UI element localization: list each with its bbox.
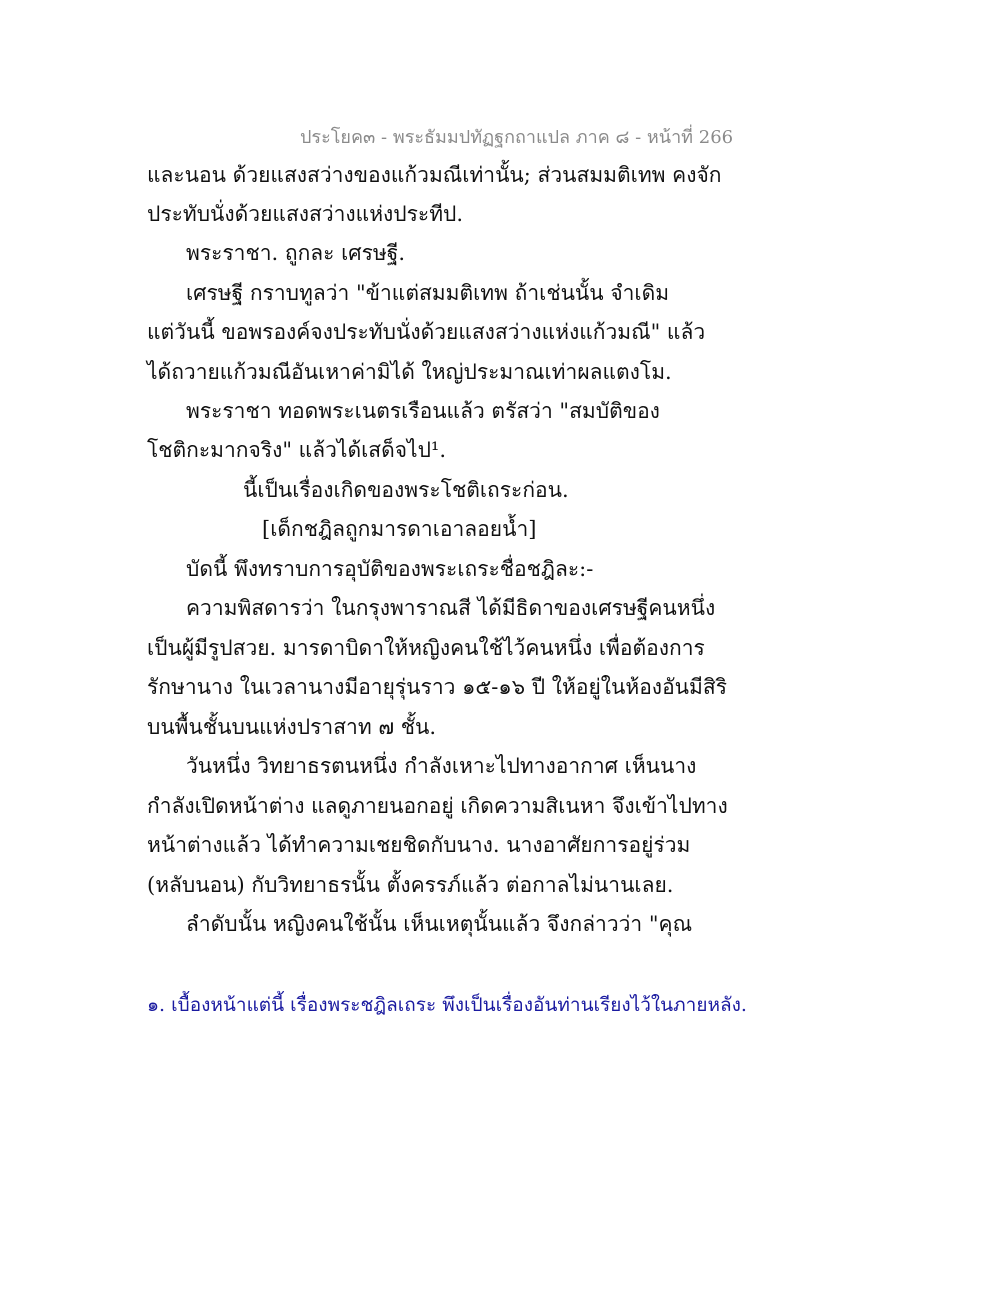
text-line-20: ลำดับนั้น หญิงคนใช้นั้น เห็นเหตุนั้นแล้ว จึงกล่าวว่า "คุณ bbox=[186, 912, 693, 936]
text-line-12: ความพิสดารว่า ในกรุงพาราณสี ได้มีธิดาของเศรษฐีคนหนึ่ง bbox=[186, 596, 716, 620]
footnote: ๑. เบื้องหน้าแต่นี้ เรื่องพระชฎิลเถระ พึงเป็นเรื่องอันท่านเรียงไว้ในภายหลัง. bbox=[147, 994, 747, 1016]
text-line-14: รักษานาง ในเวลานางมีอายุรุ่นราว ๑๕-๑๖ ปี ให้อยู่ในห้องอันมีสิริ bbox=[147, 675, 727, 699]
text-line-5: แต่วันนี้ ขอพรองค์จงประทับนั่งด้วยแสงสว่างแห่งแก้วมณี" แล้ว bbox=[147, 320, 706, 344]
text-line-18: หน้าต่างแล้ว ได้ทำความเชยชิดกับนาง. นางอาศัยการอยู่ร่วม bbox=[147, 833, 691, 857]
text-line-8: โชติกะมากจริง" แล้วได้เสด็จไป¹. bbox=[147, 438, 447, 462]
text-line-19: (หลับนอน) กับวิทยาธรนั้น ตั้งครรภ์แล้ว ต่อกาลไม่นานเลย. bbox=[147, 873, 674, 897]
text-line-16: วันหนึ่ง วิทยาธรตนหนึ่ง กำลังเหาะไปทางอากาศ เห็นนาง bbox=[186, 754, 697, 778]
section-heading: [เด็กชฎิลถูกมารดาเอาลอยน้ำ] bbox=[262, 517, 537, 541]
text-line-11: บัดนี้ พึงทราบการอุบัติของพระเถระชื่อชฎิละ:- bbox=[186, 557, 594, 581]
page-header: ประโยค๓ - พระธัมมปทัฏฐกถาแปล ภาค ๘ - หน้าที่ 266 bbox=[300, 127, 734, 148]
text-line-17: กำลังเปิดหน้าต่าง แลดูภายนอกอยู่ เกิดความสิเนหา จึงเข้าไปทาง bbox=[147, 794, 728, 818]
text-line-3: พระราชา. ถูกละ เศรษฐี. bbox=[186, 241, 406, 265]
text-line-1: และนอน ด้วยแสงสว่างของแก้วมณีเท่านั้น; ส่วนสมมติเทพ คงจัก bbox=[147, 163, 722, 187]
text-line-13: เป็นผู้มีรูปสวย. มารดาบิดาให้หญิงคนใช้ไว้คนหนึ่ง เพื่อต้องการ bbox=[147, 636, 705, 660]
text-line-6: ได้ถวายแก้วมณีอันเหาค่ามิได้ ใหญ่ประมาณเท่าผลแตงโม. bbox=[147, 360, 672, 384]
text-line-7: พระราชา ทอดพระเนตรเรือนแล้ว ตรัสว่า "สมบัติของ bbox=[186, 399, 660, 423]
section-closing-line: นี้เป็นเรื่องเกิดของพระโชติเถระก่อน. bbox=[243, 478, 569, 502]
text-line-2: ประทับนั่งด้วยแสงสว่างแห่งประทีป. bbox=[147, 202, 464, 226]
text-line-15: บนพื้นชั้นบนแห่งปราสาท ๗ ชั้น. bbox=[147, 715, 437, 739]
text-line-4: เศรษฐี กราบทูลว่า "ข้าแต่สมมติเทพ ถ้าเช่นนั้น จำเดิม bbox=[186, 281, 670, 305]
